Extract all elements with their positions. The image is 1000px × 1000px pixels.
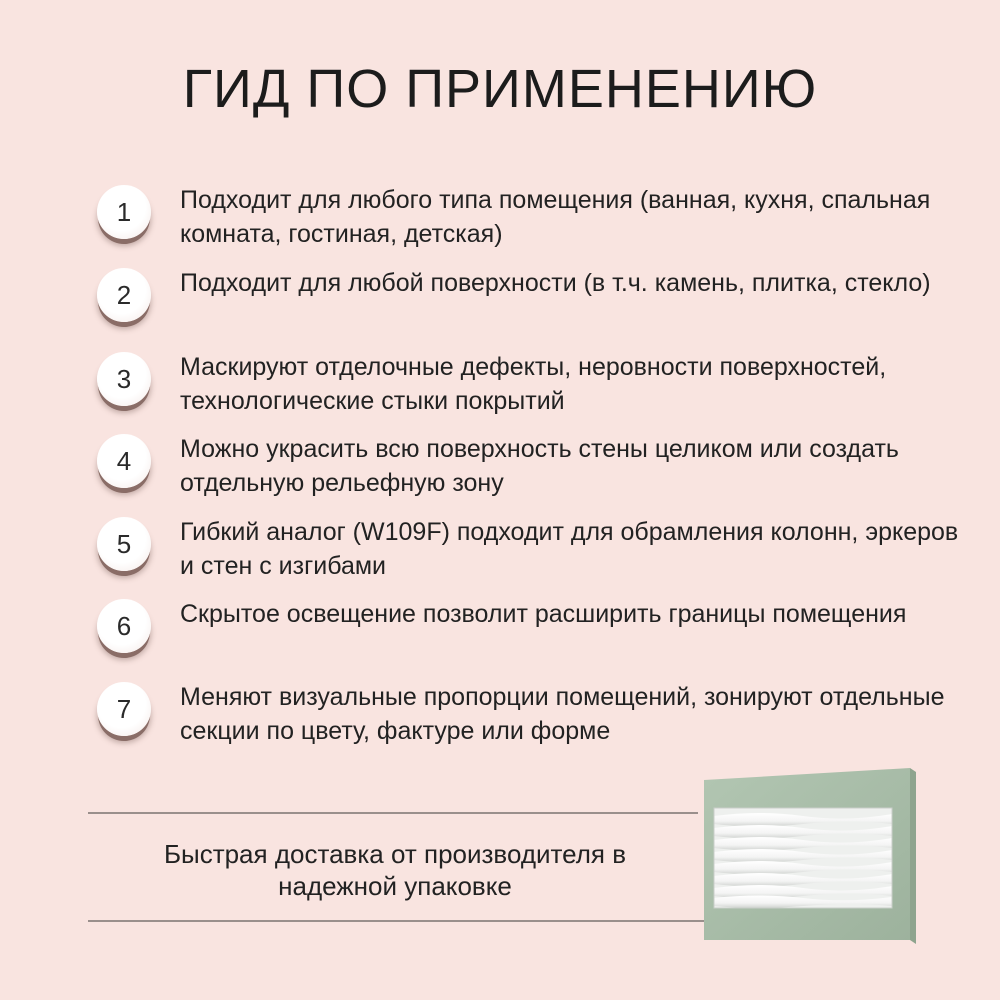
- list-item: [97, 432, 977, 516]
- wall-panel-image: [700, 768, 930, 948]
- wall-panel-illustration: [700, 768, 930, 948]
- number-badge: 2: [97, 268, 151, 322]
- list-item: [97, 680, 977, 764]
- list-item-text: Меняют визуальные пропорции помещений, зонируют отдельные секции по цвету, фактуре или форме: [180, 683, 945, 745]
- number-badge: 3: [97, 352, 151, 406]
- number-badge: 5: [97, 517, 151, 571]
- list-item-text: Можно украсить всю поверхность стены целиком или создать отдельную рельефную зону: [180, 435, 899, 497]
- list-item: [97, 350, 977, 434]
- wall-edge: [910, 768, 916, 944]
- list-item: [97, 597, 977, 681]
- delivery-note: Быстрая доставка от производителя в надежной упаковке: [163, 839, 627, 901]
- list-item: [97, 266, 977, 350]
- divider-top: [88, 812, 698, 814]
- list-item-text: Маскируют отделочные дефекты, неровности поверхностей, технологические стыки покрытий: [180, 353, 887, 415]
- list-item: [97, 515, 977, 599]
- list-item-text: Подходит для любого типа помещения (ванная, кухня, спальная комната, гостиная, детская): [180, 186, 931, 248]
- list-item-text: Подходит для любой поверхности (в т.ч. камень, плитка, стекло): [180, 269, 931, 297]
- list-item-text: Гибкий аналог (W109F) подходит для обрамления колонн, эркеров и стен с изгибами: [180, 518, 959, 580]
- number-badge: 1: [97, 185, 151, 239]
- number-badge: 4: [97, 434, 151, 488]
- number-badge: 6: [97, 599, 151, 653]
- divider-bottom: [88, 920, 718, 922]
- list-item-text: Скрытое освещение позволит расширить границы помещения: [180, 600, 907, 628]
- page-title: ГИД ПО ПРИМЕНЕНИЮ: [182, 59, 818, 119]
- number-badge: 7: [97, 682, 151, 736]
- list-item: [97, 183, 977, 267]
